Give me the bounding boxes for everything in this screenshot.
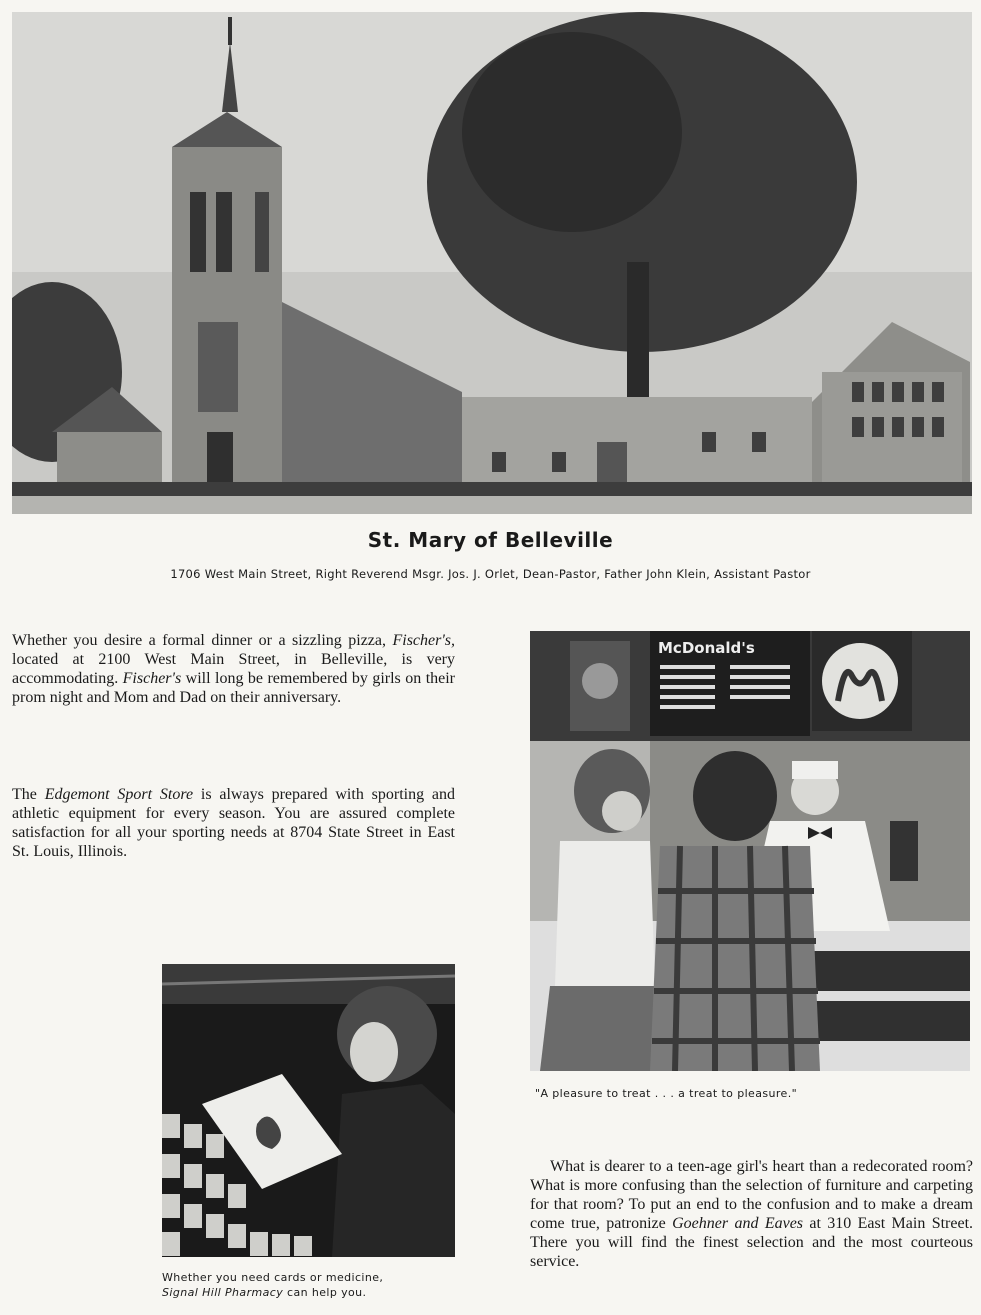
goehner-paragraph [530, 1157, 973, 1271]
pharmacy-photo [162, 964, 455, 1257]
fischers-text-3: will long be remembered by girls on their prom night and Mom and Dad on their anniversary. [12, 670, 456, 706]
edgemont-name: Edgemont Sport Store [44, 786, 194, 803]
edgemont-text-2: is always prepared with sporting and athletic equipment for every season. You are assured complete satisfaction for all your sporting needs at 8704 State Street in East St. Louis, Illinois. [12, 786, 456, 860]
fischers-name-2: Fischer's [122, 670, 182, 687]
goehner-text-1: What is dearer to a teen-age girl's heart than a redecorated room? What is more confusing than the selection of furniture and carpeting for that room? To put an end to the confusion and to make a dream come true, patronize [530, 1158, 973, 1232]
church-photo [12, 12, 972, 514]
pharmacy-caption-line1: Whether you need cards or medicine, [162, 1271, 384, 1284]
pharmacy-caption-line2: can help you. [283, 1286, 367, 1299]
goehner-name: Goehner and Eaves [672, 1215, 804, 1232]
church-address: 1706 West Main Street, Right Reverend Msgr. Jos. J. Orlet, Dean-Pastor, Father John Klein, Assistant Pastor [170, 567, 811, 581]
edgemont-text-1: The [12, 786, 45, 803]
goehner-text-2: at 310 East Main Street. There you will find the finest selection and the most courteous service. [530, 1215, 974, 1270]
fischers-text-1: Whether you desire a formal dinner or a sizzling pizza, [12, 632, 393, 649]
fischers-paragraph [12, 631, 455, 707]
mcdonalds-sign-text: McDonald's [658, 639, 755, 657]
pharmacy-caption [162, 1270, 462, 1300]
mcdonalds-photo [530, 631, 970, 1071]
fischers-name-1: Fischer's, [392, 632, 455, 649]
church-title: St. Mary of Belleville [367, 528, 614, 552]
mcdonalds-caption: "A pleasure to treat . . . a treat to pleasure." [535, 1087, 798, 1100]
edgemont-paragraph [12, 785, 455, 861]
pharmacy-name: Signal Hill Pharmacy [162, 1286, 284, 1299]
fischers-text-2: located at 2100 West Main Street, in Belleville, is very accommodating. [12, 651, 455, 687]
